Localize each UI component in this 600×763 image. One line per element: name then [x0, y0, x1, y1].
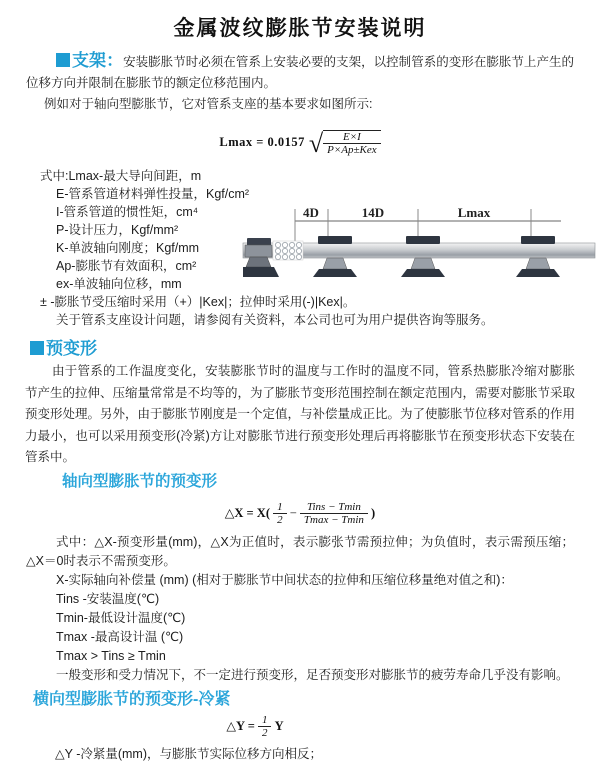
axial-explain-paragraph: 式中：△X-预变形量(mm)，△X为正值时，表示膨张节需预拉伸；为负值时，表示需预压缩；△X＝0时表示不需预变形。 [26, 534, 574, 568]
axial-preform-formula [0, 497, 600, 529]
tmax-definition-line: Tmax -最高设计温 (℃) [56, 629, 184, 644]
formula2-numerator: Tins − Tmin [306, 501, 361, 514]
formula2-half-numerator: 1 [277, 501, 283, 514]
bellows-icon [273, 241, 303, 260]
lateral-preform-formula [0, 713, 540, 739]
dimension-label-14d: 14D [361, 205, 385, 220]
formula2-denominator: Tmax − Tmin [300, 513, 368, 526]
tins-definition-line: Tins -安装温度(℃) [56, 591, 160, 606]
definition-line: I-管系管道的惯性矩，cm⁴ [56, 205, 199, 219]
pipe-diagram-svg [243, 205, 595, 297]
formula3-numerator: 1 [261, 714, 268, 727]
lateral-preform-subheading: 横向型膨胀节的预变形-冷紧 [33, 690, 231, 708]
definition-line: ex-单波轴向位移，mm [56, 277, 182, 291]
support-section-heading: 支架： [72, 51, 124, 70]
support-intro-text: 安装膨胀节时必须在管系上安装必要的支架，以控制管系的变形在膨胀节上产生的位移方向并限制在膨胀节的额定位移范围内。 [26, 55, 574, 90]
x-definition-line: X-实际轴向补偿量 (mm) (相对于膨胀节中间状态的拉伸和压缩位移量绝对值之和)： [56, 572, 513, 587]
axial-preform-subheading: 轴向型膨胀节的预变形 [62, 472, 218, 490]
document-page [0, 12, 600, 761]
pipe-support-diagram [243, 205, 595, 297]
radical-sign: √ [308, 129, 324, 158]
axial-note-line: 一般变形和受力情况下，不一定进行预变形，足否预变形对膨胀节的疲劳寿命几乎没有影响。 [56, 667, 569, 682]
preform-paragraph: 由于管系的工作温度变化，安装膨胀节时的温度与工作时的温度不同，管系热膨胀冷缩对膨胀节产生的拉伸、压缩量常常是不均等的，为了膨胀节变形范围控制在额定范围内，需要对膨胀节采取预变形处理。另外，由于膨胀节刚度是一个定值，与补偿量成正比。为了使膨胀节位移对管系的作用力最小，也可以采用预变形(冷紧)方让对膨胀节进行预变形处理后再将膨胀节在预变形状态下安装在管系中。 [25, 364, 576, 464]
support-example-line: 例如对于轴向型膨胀节，它对管系支座的基本要求如图所示: [44, 97, 373, 111]
cold-tighten-note: △Y -冷紧量(mm)，与膨胀节实际位移方向相反； [55, 746, 323, 761]
plus-minus-note: ± -膨胀节受压缩时采用（+）|Kex|；拉伸时采用(-)|Kex|。 [40, 295, 356, 309]
tmin-definition-line: Tmin-最低设计温度(℃) [56, 610, 186, 625]
definition-line: K-单波轴向刚度；Kgf/mm [56, 241, 200, 255]
dimension-label-lmax: Lmax [457, 205, 491, 220]
definition-line: Ap-膨胀节有效面积，cm² [56, 259, 197, 273]
temp-relation-line: Tmax > Tins ≥ Tmin [56, 648, 166, 663]
formula1-lhs: Lmax = 0.0157 [219, 135, 305, 149]
formula2-temp-fraction [300, 501, 368, 526]
formula2-half-denominator: 2 [273, 513, 287, 526]
formula1-fraction [323, 130, 381, 156]
formula2-close-paren: ) [371, 505, 376, 520]
formula2-minus: − [289, 505, 297, 520]
formula2-half-fraction [273, 501, 287, 526]
formula3-half-fraction [258, 714, 272, 739]
dimension-label-4d: 4D [303, 205, 319, 220]
definition-line: E-管系管道材料弹性投量，Kgf/cm² [56, 187, 250, 201]
section-square-icon [56, 53, 70, 67]
formula1-numerator: E×I [342, 131, 361, 144]
formula3-lhs: △Y = [226, 718, 255, 733]
formula3-rhs: Y [274, 718, 284, 733]
page-title: 金属波纹膨胀节安装说明 [173, 17, 427, 40]
definition-line: 式中:Lmax-最大导向间距，m [40, 169, 202, 183]
preform-section-heading: 预变形 [46, 339, 97, 358]
preform-section-header [30, 339, 600, 359]
definition-line: P-设计压力，Kgf/mm² [56, 223, 179, 237]
formula3-denominator: 2 [258, 726, 272, 739]
support-intro-paragraph [26, 50, 574, 94]
formula1-denominator: P×Ap±Kex [323, 143, 381, 156]
formula2-lhs: △X = X( [224, 505, 270, 520]
service-note: 关于管系支座设计问题，请参阅有关资料，本公司也可为用户提供咨询等服务。 [56, 313, 494, 327]
section-square-icon [30, 341, 44, 355]
guide-spacing-formula [0, 125, 600, 159]
